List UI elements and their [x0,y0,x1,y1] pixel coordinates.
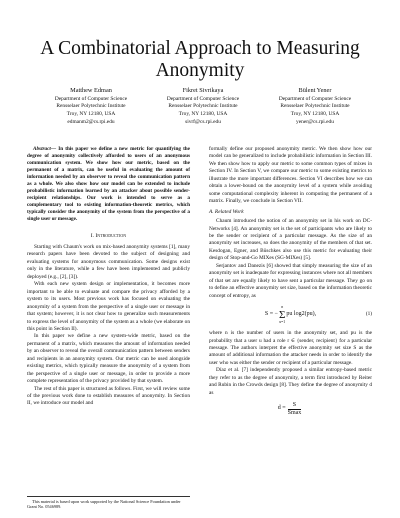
author-email: edmanm2@cs.rpi.edu [67,118,115,125]
author-email: yener@cs.rpi.edu [296,118,334,125]
left-column [27,146,190,408]
sigma-glyph: Σ [279,309,286,322]
author-dept: Department of Computer Science [166,95,240,102]
author-inst: Rensselaer Polytechnic Institute [280,103,350,110]
author-2 [148,87,258,127]
author-1 [36,87,146,127]
eq2-fraction [288,402,302,416]
related-paragraph-2: Serjantov and Danezis [6] showed that simply measuring the size of an anonymity set is inadequate for expressing instances where not all members of that set are equally likely to have sent a particular message. They go on to define an effective anonymity set size, based on the information theoretic concept of entropy, as [209,262,372,299]
abstract-label: Abstract— [33,146,57,152]
author-3 [260,87,370,127]
eq2-lhs: d = [277,405,286,412]
author-name: Matthew Edman [70,87,112,94]
summation-symbol [279,305,285,325]
right-column [209,146,372,421]
subsection-heading-related-work: A. Related Work [209,208,244,215]
section-heading-introduction: I. Introduction [90,232,127,239]
author-city: Troy, NY 12180, USA [178,111,228,118]
abstract [27,146,190,224]
eq1-number: (1) [365,311,372,318]
author-city: Troy, NY 12180, USA [290,111,340,118]
intro-paragraph-2: With each new system design or implementation, it becomes more important to be able to evaluate and compare the privacy afforded by a system to its users. Most previous work has focused on evaluating the anonymity of a system from the perspective of a single user or message in that system; however, it is not clear how to generalize such measurements to express the level of anonymity of the system as a whole (we elaborate on this point in Section II). [27,281,190,332]
right-paragraph-1: formally define our proposed anonymity metric. We then show how our model can be generalized to include probabilistic information in Section III. We then show how to apply our metric to some common types of mixes in Section IV. In Section V, we compare our metric to some existing metrics to illustrate the more important differences. Section VI describes how we can obtain a lower-bound on the anonymity level of a system while avoiding some computational complexity inherent in computing the permanent of a matrix. Finally, we conclude in Section VII. [209,146,372,205]
equation-1 [209,305,372,325]
intro-paragraph-1: Starting with Chaum's work on mix-based anonymity systems [1], many research papers have been devoted to the subject of designing and evaluating systems for anonymous communication. Some designs exist only in the literature, while a few have been implemented and publicly deployed (e.g., [2], [3]). [27,243,190,280]
author-dept: Department of Computer Science [54,95,128,102]
author-email: sivrf@cs.rpi.edu [185,118,221,125]
related-paragraph-4: Díaz et al. [7] independently proposed a similar entropy-based metric they refer to as the degree of anonymity, a term first introduced by Reiter and Rubin in the Crowds design [8]. They define the degree of anonymity d as [209,367,372,396]
author-dept: Department of Computer Science [278,95,352,102]
author-city: Troy, NY 12180, USA [66,111,116,118]
footnote: This material is based upon work supported by the National Science Foundation under Grant No. 0546989. [27,496,190,510]
author-inst: Rensselaer Polytechnic Institute [56,103,126,110]
eq1-lhs: S = − [264,311,279,318]
equation-2 [209,402,372,416]
author-name: Fikret Sivrikaya [182,87,224,94]
paper-title: A Combinatorial Approach to Measuring Anonymity [40,38,360,81]
eq2-numerator: S [292,402,297,409]
sum-lower-limit: u=1 [279,320,286,325]
author-name: Bülent Yener [298,87,332,94]
abstract-text: In this paper we define a new metric for quantifying the degree of anonymity collectively afforded to users of an anonymous communication system. We show how our metric, based on the permanent of a matrix, can be useful in evaluating the amount of information needed by an observer to reveal the communication pattern as a whole. We also show how our model can be extended to include probabilistic information learned by an attacker about possible sender-recipient relationships. Our work is intended to serve as a complementary tool to existing information-theoretic metrics, which typically consider the anonymity of the system from the perspective of a single user or message. [27,146,190,223]
eq2-denominator: Smax [287,409,302,416]
eq1-rhs: pu log2(pu), [286,311,317,318]
sum-upper-limit: n [281,305,284,310]
author-inst: Rensselaer Polytechnic Institute [168,103,238,110]
related-paragraph-1: Chaum introduced the notion of an anonymity set in his work on DC-Networks [4]. An anonymity set is the set of participants who are likely to be the sender or recipient of a particular message. As the size of an anonymity set increases, so does the anonymity of the members of that set. Kesdogan, Egner, and Büschkes also use this metric for evaluating their design of Stop-and-Go MIXes (SG-MIXes) [5]. [209,218,372,262]
related-paragraph-3: where n is the number of users in the anonymity set, and pu is the probability that a user u had a role r ∈ {sender, recipient} for a particular message. The authors interpret the effective anonymity set size S as the amount of additional information the attacker needs in order to identify the user who was either the sender or recipient of a particular message. [209,330,372,366]
intro-paragraph-4: The rest of this paper is structured as follows. First, we will review some of the previous work done to establish measures of anonymity. In Section II, we introduce our model and [27,385,190,407]
author-block [36,87,370,127]
intro-paragraph-3: In this paper we define a new system-wide metric, based on the permanent of a matrix, which measures the amount of information needed by an observer to reveal the overall communication pattern between senders and recipients in an anonymity system. Our metric can be used alongside existing metrics, which typically measure the anonymity of a system from the perspective of a single user or message, in order to provide a more complete representation of the privacy provided by that system. [27,333,190,385]
